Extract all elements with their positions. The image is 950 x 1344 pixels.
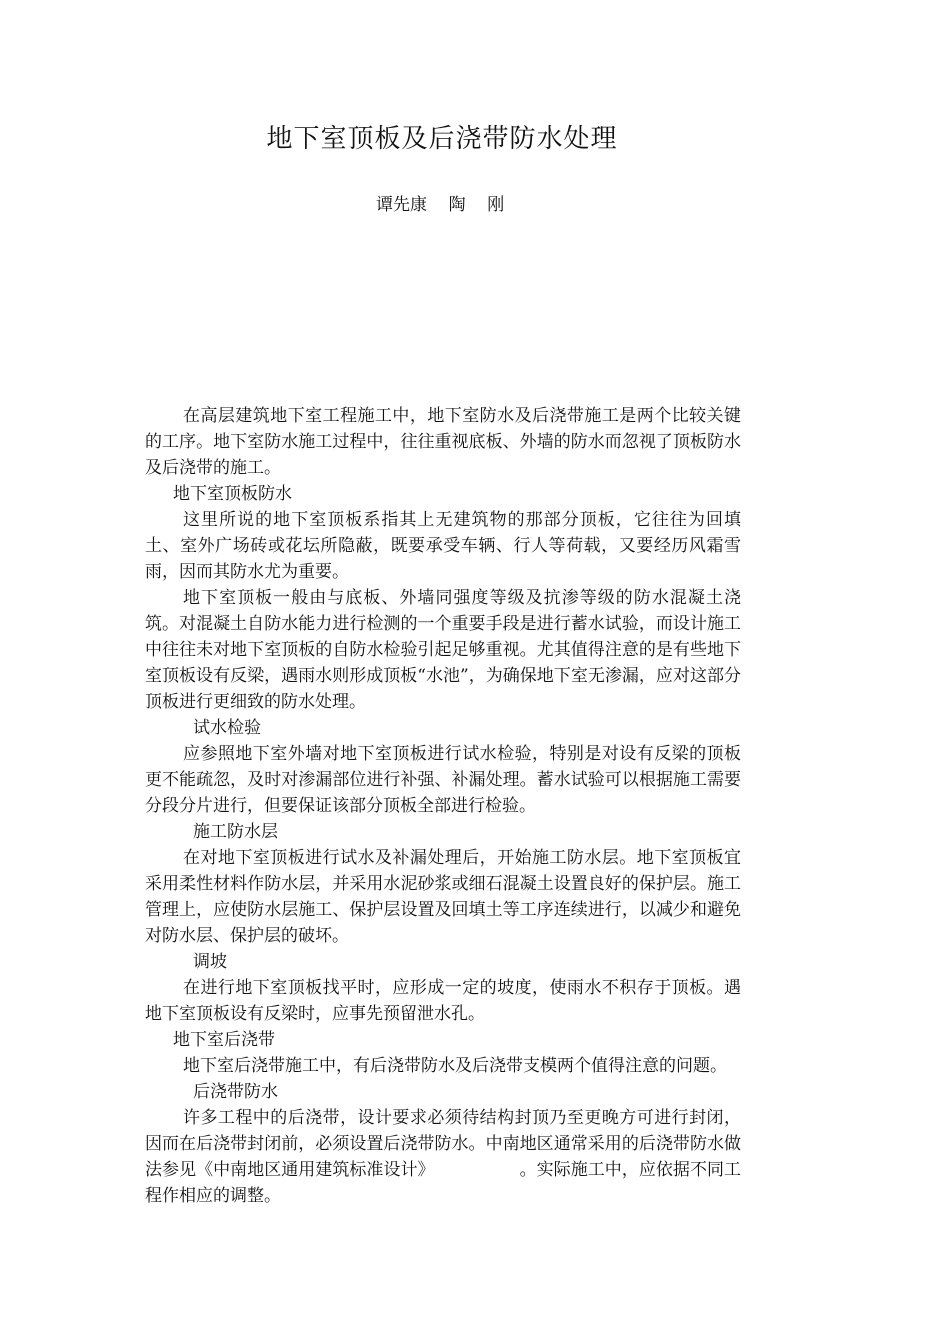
paragraph-text: 许多工程中的后浇带，设计要求必须待结构封顶乃至更晚方可进行封闭，因而在后浇带封闭前，必须设置后浇带防水。中南地区通常采用的后浇带防水做法参见《中南地区通用建筑标准设计》 <box>145 1108 741 1180</box>
subsection-heading: 后浇带防水 <box>193 1082 278 1102</box>
section-heading: 地下室顶板防水 <box>173 484 292 504</box>
document-body <box>145 403 741 1209</box>
document-title: 地下室顶板及后浇带防水处理 <box>266 124 618 154</box>
subsection-heading: 试水检验 <box>193 718 261 738</box>
paragraph: 应参照地下室外墙对地下室顶板进行试水检验，特别是对设有反梁的顶板更不能疏忽，及时对渗漏部位进行补强、补漏处理。蓄水试验可以根据施工需要分段分片进行，但要保证该部分顶板全部进行检验。 <box>145 744 741 816</box>
paragraph: 地下室后浇带施工中，有后浇带防水及后浇带支模两个值得注意的问题。 <box>183 1056 727 1076</box>
paragraph-text: 。实际施工中，应依据不同工程作相应的调整。 <box>145 1160 742 1206</box>
paragraph: 在对地下室顶板进行试水及补漏处理后，开始施工防水层。地下室顶板宜采用柔性材料作防水层，并采用水泥砂浆或细石混凝土设置良好的保护层。施工管理上，应使防水层施工、保护层设置及回填土等工序连续进行，以减少和避免对防水层、保护层的破坏。 <box>145 848 741 946</box>
paragraph <box>145 1105 741 1209</box>
subsection-heading: 施工防水层 <box>193 822 278 842</box>
document-authors: 谭先康 陶 刚 <box>376 195 505 215</box>
paragraph: 地下室顶板一般由与底板、外墙同强度等级及抗渗等级的防水混凝土浇筑。对混凝土自防水能力进行检测的一个重要手段是进行蓄水试验，而设计施工中往往未对地下室顶板的自防水检验引起足够重视。尤其值得注意的是有些地下室顶板设有反梁，遇雨水则形成顶板“水池”，为确保地下室无渗漏，应对这部分顶板进行更细致的防水处理。 <box>145 588 741 712</box>
paragraph: 这里所说的地下室顶板系指其上无建筑物的那部分顶板，它往往为回填土、室外广场砖或花坛所隐蔽，既要承受车辆、行人等荷载，又要经历风霜雪雨，因而其防水尤为重要。 <box>145 510 741 582</box>
paragraph: 在高层建筑地下室工程施工中，地下室防水及后浇带施工是两个比较关键的工序。地下室防水施工过程中，往往重视底板、外墙的防水而忽视了顶板防水及后浇带的施工。 <box>145 406 741 478</box>
paragraph: 在进行地下室顶板找平时，应形成一定的坡度，使雨水不积存于顶板。遇地下室顶板设有反梁时，应事先预留泄水孔。 <box>145 978 741 1024</box>
section-heading: 地下室后浇带 <box>173 1030 275 1050</box>
subsection-heading: 调坡 <box>193 952 227 972</box>
